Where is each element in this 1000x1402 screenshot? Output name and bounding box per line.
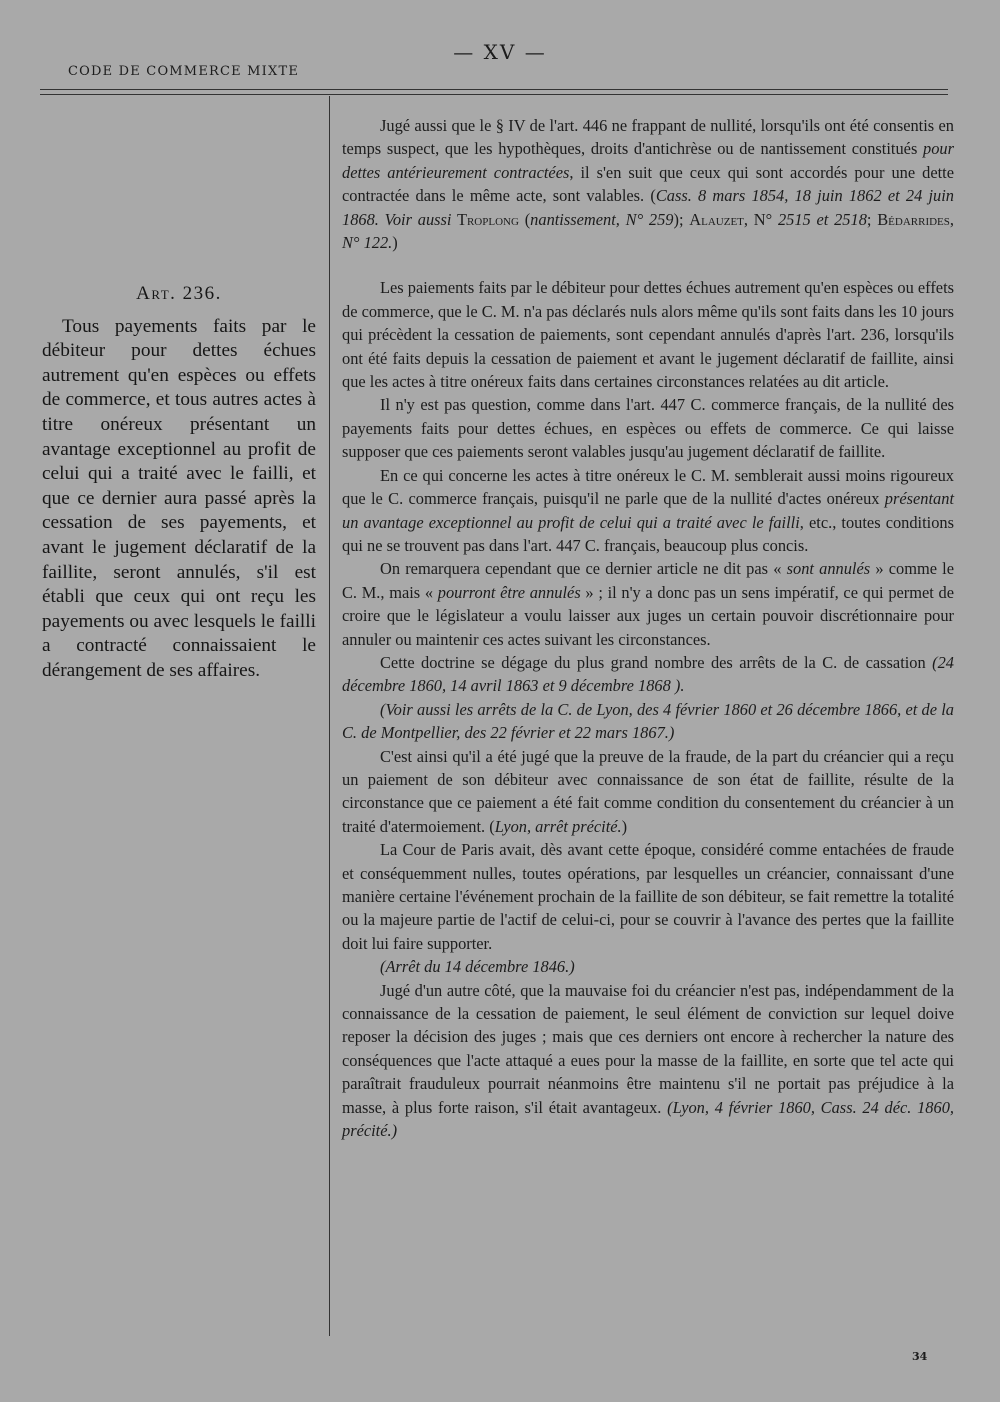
column-divider: [329, 96, 330, 1336]
article-title: Art. 236.: [136, 283, 222, 304]
commentary-paragraph-5: On remarquera cependant que ce dernier article ne dit pas « sont annulés » comme le C. M., mais « pourront être annulés » ; il n'y a donc pas un sens impératif, ce qui permet de croire que le législateur a voulu laisser aux juges un certain pouvoir discrétionnaire pour annuler ou maintenir ces actes suivant les circonstances.: [342, 559, 954, 649]
header-rule-bottom: [40, 94, 948, 95]
commentary-column: [342, 114, 954, 1142]
commentary-paragraph-11: Jugé d'un autre côté, que la mauvaise foi du créancier n'est pas, indépendamment de la connaissance de la cessation de paiement, le seul élément de conviction sur lequel doive reposer la décision des juges ; mais que ces derniers ont encore à rechercher la nature des conséquences que l'acte attaqué a eues pour la masse de la faillite, en sorte que tel acte qui paraîtrait frauduleux pourrait néanmoins être maintenu s'il ne portait pas préjudice à la masse, à plus forte raison, s'il était avantageux. (Lyon, 4 février 1860, Cass. 24 déc. 1860, précité.): [342, 980, 954, 1141]
running-head: CODE DE COMMERCE MIXTE: [68, 64, 300, 79]
commentary-paragraph-9: La Cour de Paris avait, dès avant cette époque, considéré comme entachées de fraude et conséquemment nulles, toutes opérations, par lesquelles un créancier, connaissant d'une manière certaine l'événement prochain de la faillite de son débiteur, se fait remettre la totalité ou la majeure partie de l'actif de celui-ci, pour se couvrir à l'avance des pertes que la faillite doit lui faire supporter.: [342, 840, 954, 953]
commentary-paragraph-4: En ce qui concerne les actes à titre onéreux le C. M. semblerait aussi moins rigoureux que le C. commerce français, puisqu'il ne parle que de la nullité d'actes onéreux présentant un avantage exceptionnel au profit de celui qui a traité avec le failli, etc., toutes conditions qui ne se trouvent pas dans l'art. 447 C. français, beaucoup plus concis.: [342, 465, 954, 555]
commentary-paragraph-6: Cette doctrine se dégage du plus grand nombre des arrêts de la C. de cassation (24 décembre 1860, 14 avril 1863 et 9 décembre 1868 ).: [342, 652, 954, 696]
commentary-paragraph-8: C'est ainsi qu'il a été jugé que la preuve de la fraude, de la part du créancier qui a reçu un paiement de son débiteur avec connaissance de son état de faillite, résulte de la circonstance que ce paiement a été fait comme condition du consentement du créancier à un traité d'atermoiement. (Lyon, arrêt précité.): [342, 746, 954, 836]
article-column: [42, 282, 316, 684]
commentary-paragraph-2: Les paiements faits par le débiteur pour dettes échues autrement qu'en espèces ou effets de commerce, que le C. M. n'a pas déclarés nuls alors même qu'ils sont faits dans les 10 jours qui précèdent la cessation de paiements, sont cependant annulés d'après l'art. 236, lorsqu'ils ont été faits depuis la cessation de paiement et avant le jugement déclaratif de faillite, ainsi que les actes à titre onéreux faits dans certaines circonstances relatées au dit article.: [342, 278, 954, 392]
commentary-paragraph-3: Il n'y est pas question, comme dans l'art. 447 C. commerce français, de la nullité des payements faits pour dettes échues, en espèces ou effets de commerce. Ce qui laisse supposer que ces paiements seront valables jusqu'au jugement déclaratif de faillite.: [342, 395, 954, 462]
article-text: Tous payements faits par le débiteur pour dettes échues autrement qu'en espèces ou effets de commerce, et tous autres actes à titre onéreux présentant un avantage exceptionnel au profit de celui qui a traité avec le failli, et que ce dernier aura passé après la cessation de ses payements, et avant le jugement déclaratif de la faillite, seront annulés, s'il est établi que ceux qui ont reçu les payements ou avec lesquels le failli a contracté connaissaient le dérangement de ses affaires.: [42, 315, 316, 681]
commentary-paragraph-7: (Voir aussi les arrêts de la C. de Lyon, des 4 février 1860 et 26 décembre 1866, et de la C. de Montpellier, des 22 février et 22 mars 1867.): [342, 699, 954, 743]
signature-mark: 34: [912, 1350, 928, 1363]
header-rule-top: [40, 89, 948, 90]
commentary-paragraph-1: Jugé aussi que le § IV de l'art. 446 ne frappant de nullité, lorsqu'ils ont été consentis en temps suspect, que les hypothèques, droits d'antichrèse ou de nantissement constitués pour dettes antérieurement contractées, il s'en suit que ceux qui sont accordés pour une dette contractée dans le même acte, sont valables. (Cass. 8 mars 1854, 18 juin 1862 et 24 juin 1868. Voir aussi Troplong (nantissement, N° 259); Alauzet, N° 2515 et 2518; Bédarrides, N° 122.): [342, 116, 955, 253]
page-number: — XV —: [453, 40, 547, 64]
commentary-paragraph-10: (Arrêt du 14 décembre 1846.): [380, 957, 575, 977]
